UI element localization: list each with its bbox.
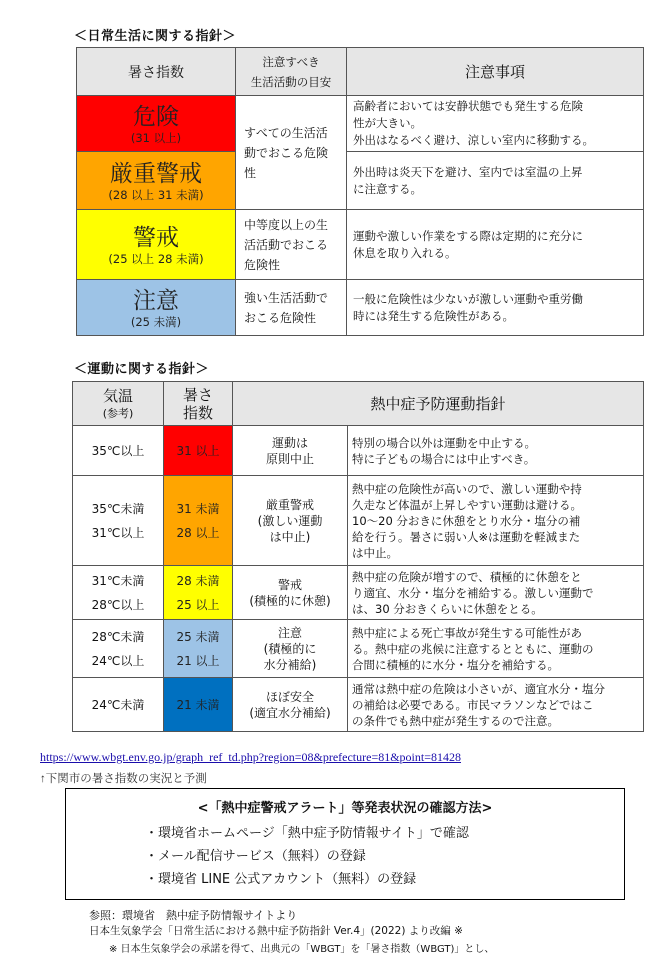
note-danger-l2: 性が大きい。 (353, 116, 422, 130)
note-row3-l1: 熱中症の危険が増すので、積極的に休憩をと (352, 569, 582, 584)
temp-row5 (73, 678, 164, 732)
idx-row4-l2: 21 以上 (176, 653, 220, 668)
temp-row2 (73, 476, 164, 566)
note-warning-l2: 休息を取り入れる。 (353, 245, 457, 260)
header-activity (236, 48, 347, 96)
idx-row2-l1: 31 未満 (176, 501, 220, 516)
guide-row2-l2: (激しい運動 (257, 513, 323, 528)
temp-row4-l1: 28℃未満 (91, 629, 145, 644)
activity-all-l3: 性 (244, 165, 257, 180)
note-danger-l3: 外出はなるべく避け、涼しい室内に移動する。 (353, 133, 595, 147)
note-caution (347, 280, 644, 336)
temp-row5-l1: 24℃未満 (91, 697, 145, 712)
note-row5-l2: の補給は必要である。市民マラソンなどではこ (352, 697, 594, 712)
activity-all-l1: すべての生活活 (244, 125, 328, 140)
note-row2-l5: は中止。 (352, 545, 398, 560)
note-row2-l4: 給を行う。暑さに弱い人※は運動を軽減また (352, 529, 581, 544)
note-caution-l1: 一般に危険性は少ないが激しい運動や重労働 (353, 291, 583, 306)
note-row5-l3: の条件でも熱中症が発生するので注意。 (352, 713, 559, 728)
guide-row1-l2: 原則中止 (265, 451, 314, 466)
activity-moderate-l3: 危険性 (244, 257, 281, 272)
header-index (164, 382, 233, 426)
note-row2 (348, 476, 644, 566)
header-caution-items: 注意事項 (347, 48, 644, 96)
temp-row1-l1: 35℃以上 (91, 443, 145, 458)
idx-row1-l1: 31 以上 (176, 443, 220, 458)
level-severe-range: (28 以上 31 未満) (108, 187, 204, 202)
note-warning-l1: 運動や激しい作業をする際は定期的に充分に (353, 228, 583, 243)
level-caution-range: (25 未満) (130, 314, 182, 329)
activity-moderate-l1: 中等度以上の生 (244, 217, 329, 232)
activity-all-l2: 動でおこる危険 (244, 145, 329, 160)
level-warning (77, 210, 236, 280)
section2-title: ＜運動に関する指針＞ (74, 362, 210, 377)
note-row5 (348, 678, 644, 732)
guide-row3 (233, 566, 348, 620)
guide-row3-l2: (積極的に休憩) (249, 593, 331, 608)
note-row2-l2: 久走など体温が上昇しやすい運動は避ける。 (352, 497, 582, 512)
guide-row2-l3: は中止) (269, 529, 311, 544)
activity-strong-l1: 強い生活活動で (244, 290, 329, 305)
idx-row3-l2: 25 以上 (176, 597, 220, 612)
activity-moderate (236, 210, 347, 280)
exercise-table (72, 381, 644, 732)
note-row1 (348, 426, 644, 476)
temp-row3 (73, 566, 164, 620)
note-row2-l3: 10～20 分おきに休憩をとり水分・塩分の補 (352, 513, 581, 528)
note-warning (347, 210, 644, 280)
footer-reference: 参照：環境省 熱中症予防情報サイトより (89, 909, 298, 922)
activity-all (236, 96, 347, 210)
idx-row1 (164, 426, 233, 476)
note-row4-l1: 熱中症による死亡事故が発生する可能性があ (352, 625, 582, 640)
alert-item-line: ・環境省 LINE 公式アカウント（無料）の登録 (145, 872, 417, 887)
header-activity-line2: 生活活動の目安 (250, 74, 332, 89)
temp-row3-l1: 31℃未満 (91, 573, 145, 588)
level-severe-name: 厳重警戒 (110, 160, 202, 187)
header-index-l1: 暑さ (182, 385, 213, 404)
note-danger-l1: 高齢者においては安静状態でも発生する危険 (353, 99, 583, 113)
temp-row1 (73, 426, 164, 476)
idx-row5-l1: 21 未満 (176, 697, 220, 712)
idx-row5 (164, 678, 233, 732)
header-temp-label: 気温 (102, 386, 133, 405)
guide-row4 (233, 620, 348, 678)
activity-strong-l2: おこる危険性 (244, 310, 317, 325)
note-row1-l1: 特別の場合以外は運動を中止する。 (352, 435, 536, 450)
activity-moderate-l2: 活活動でおこる (244, 237, 329, 252)
daily-life-table (76, 47, 644, 336)
note-caution-l2: 時には発生する危険性がある。 (353, 308, 514, 323)
note-severe (347, 152, 644, 210)
link-caption: ↑下関市の暑さ指数の実況と予測 (40, 773, 207, 785)
section1-title: ＜日常生活に関する指針＞ (74, 29, 237, 44)
idx-row3-l1: 28 未満 (176, 573, 220, 588)
note-row4 (348, 620, 644, 678)
header-heat-index: 暑さ指数 (77, 48, 236, 96)
activity-strong (236, 280, 347, 336)
note-row4-l2: る。熱中症の兆候に注意するとともに、運動の (352, 641, 594, 656)
alert-box-title: <「熱中症警戒アラート」等発表状況の確認方法> (197, 801, 493, 816)
guide-row4-l2: (積極的に (263, 641, 317, 656)
note-row5-l1: 通常は熱中症の危険は小さいが、適宜水分・塩分 (352, 681, 605, 696)
temp-row2-l1: 35℃未満 (91, 501, 145, 516)
footer-note: ※ 日本生気象学会の承諾を得て、出典元の「WBGT」を「暑さ指数（WBGT)」とし、 (109, 944, 495, 955)
guide-row2 (233, 476, 348, 566)
header-temp-sub: (参考) (102, 406, 134, 420)
note-danger (347, 96, 644, 152)
temp-row4 (73, 620, 164, 678)
level-danger-name: 危険 (133, 103, 179, 130)
guide-row5-l1: ほぼ安全 (265, 689, 314, 704)
guide-row5-l2: (適宜水分補給) (249, 705, 331, 720)
note-row3 (348, 566, 644, 620)
note-row3-l3: は、30 分おきくらいに休憩をとる。 (352, 601, 543, 616)
level-danger (77, 96, 236, 152)
footer-source: 日本生気象学会「日常生活における熱中症予防指針 Ver.4」(2022) より改編 ※ (89, 925, 463, 937)
idx-row4 (164, 620, 233, 678)
note-row2-l1: 熱中症の危険性が高いので、激しい運動や持 (352, 481, 582, 496)
guide-row5 (233, 678, 348, 732)
note-row1-l2: 特に子どもの場合には中止すべき。 (352, 451, 536, 466)
level-warning-name: 警戒 (133, 224, 179, 251)
note-row4-l3: 合間に積極的に水分・塩分を補給する。 (352, 657, 559, 672)
level-warning-range: (25 以上 28 未満) (108, 251, 204, 266)
guide-row2-l1: 厳重警戒 (265, 497, 314, 512)
idx-row4-l1: 25 未満 (176, 629, 220, 644)
guide-row4-l1: 注意 (277, 625, 302, 640)
guide-row3-l1: 警戒 (277, 577, 302, 592)
temp-row4-l2: 24℃以上 (91, 653, 145, 668)
header-guide: 熱中症予防運動指針 (233, 382, 644, 426)
alert-info-box (65, 788, 625, 900)
level-caution-name: 注意 (133, 287, 179, 314)
header-activity-line1: 注意すべき (262, 54, 320, 69)
temp-row2-l2: 31℃以上 (91, 525, 145, 540)
header-index-l2: 指数 (182, 403, 213, 422)
guide-row4-l3: 水分補給) (263, 657, 317, 672)
guide-row1 (233, 426, 348, 476)
idx-row2-l2: 28 以上 (176, 525, 220, 540)
level-danger-range: (31 以上) (130, 130, 182, 145)
note-severe-l1: 外出時は炎天下を避け、室内では室温の上昇 (353, 164, 583, 179)
note-severe-l2: に注意する。 (353, 181, 422, 196)
idx-row3 (164, 566, 233, 620)
wbgt-link[interactable]: https://www.wbgt.env.go.jp/graph_ref_td.php?region=08&prefecture=81&point=81428 (40, 750, 461, 764)
idx-row2 (164, 476, 233, 566)
alert-item-website: ・環境省ホームページ「熱中症予防情報サイト」で確認 (145, 826, 469, 841)
alert-item-mail: ・メール配信サービス（無料）の登録 (145, 849, 366, 864)
temp-row3-l2: 28℃以上 (91, 597, 145, 612)
level-caution (77, 280, 236, 336)
header-temp (73, 382, 164, 426)
guide-row1-l1: 運動は (271, 435, 308, 450)
level-severe (77, 152, 236, 210)
note-row3-l2: り適宜、水分・塩分を補給する。激しい運動で (352, 585, 594, 600)
